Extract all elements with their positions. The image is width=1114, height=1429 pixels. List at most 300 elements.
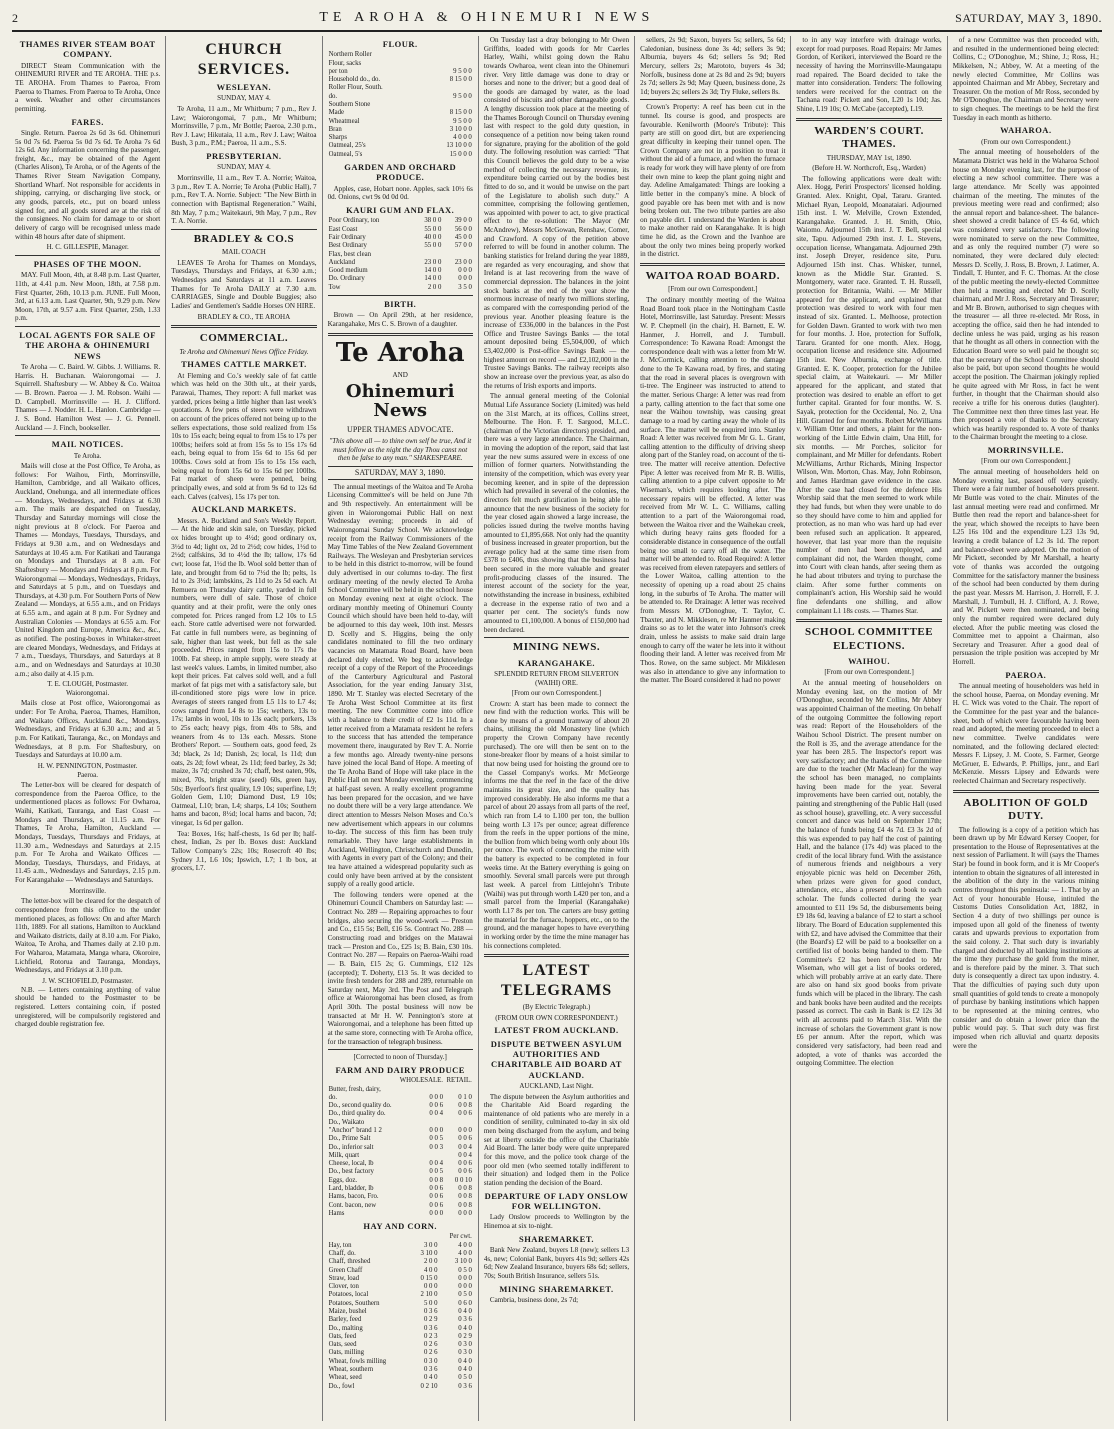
flour-row-cell: 3 10 0 0 [449, 125, 472, 133]
hay-row-cell: Potatoes, Southern [328, 1299, 380, 1307]
hay-row [328, 1374, 473, 1382]
bradley-coach-heading: BRADLEY & CO.S [193, 232, 295, 245]
paper-dateline: SATURDAY, MAY 3, 1890. [328, 466, 473, 480]
kauri-row-cell: 39 0 0 [454, 217, 472, 225]
kauri-row-cell: Poor Ordinary, ton [328, 217, 380, 225]
farm-row [328, 1094, 473, 1102]
waitoa-road-board-heading: WAITOA ROAD BOARD. [645, 270, 780, 283]
hay-row-cell: 5 0 0 [423, 1299, 438, 1307]
mining-news-heading: MINING NEWS. [512, 641, 601, 654]
kauri-row-cell: Good medium [328, 267, 368, 275]
paper-subtitle: UPPER THAMES ADVOCATE. [347, 425, 454, 435]
latest-auckland-heading: LATEST FROM AUCKLAND. [494, 1025, 619, 1036]
kauri-row [328, 284, 473, 292]
kauri-row-cell: 57 0 0 [454, 242, 472, 250]
farm-row-cell: Do., Prime Salt [328, 1135, 371, 1143]
hay-row [328, 1258, 473, 1266]
kauri-row [328, 217, 473, 225]
wesleyan-body: Te Aroha, 11 a.m., Mr Whitburn; 7 p.m., Rev J. Law; Waiorongomai, 7 p.m., Mr Whitburn; Morrinsville, 7 p.m., Mr Bottle; Paeroa, 2.30 p.m., Rev J. Law; Hikutaia, 11 a.m., Rev J. Law; Waitoa Bush, 3 p.m., P.M.; Paeroa, 11 a.m., S.S. [171, 104, 317, 148]
wesleyan-heading: WESLEYAN. [216, 82, 272, 93]
mail-notices-heading: MAIL NOTICES. [51, 439, 124, 450]
flour-row-cell: 4 0 0 0 [453, 134, 472, 142]
farm-row-cell [396, 1086, 444, 1094]
farm-row-cell: 0 0 8 [429, 1176, 443, 1184]
farm-column-header [328, 1077, 397, 1085]
hay-row-cell: Wheat, seed [328, 1374, 362, 1382]
flour-row-cell: Wheatmeal [328, 117, 360, 125]
kauri-row-cell: 23 0 0 [424, 258, 442, 266]
colonial-mutual-body: The annual general meeting of the Colonial Mutual Life Assurance Society (Limited) was held on the 31st March, at its offices, Collins street, Melbourne. The Hon. F. T. Sargood, M.L.C. (chairman of the Victorian directors) presided, and there was a very large attendance. The Chairman, in moving the adoption of the report, said that last year the new sums assured were in excess of one million of former quarters. Notwithstanding the intensity of the competition, which was every year becoming keener, and in spite of the depression which had prevailed in several of the colonies, the directors felt much gratification in being able to announce that the new business of the society for the year closed again showed a large increase, the policies issued during the twelve months having amounted to £1,895,668. Not only had the quantity of business increased in greater proportion, but the average policy had at the same time risen from £378 to £406, thus showing that the business had been secured in the more valuable and greater profit-producing classes of the insured. The interest account of the society for the year, notwithstanding the increase in business, exhibited a decrease in the expense ratio of two and a quarter per cent. The society's funds now amounted to £1,100,000. A bonus of £150,000 had been declared. [483, 392, 630, 634]
hay-row-cell: 4 0 0 [458, 1250, 472, 1258]
hay-row-cell: Straw, load [328, 1274, 360, 1282]
hay-row [328, 1341, 473, 1349]
farm-row-cell: 0 1 0 [458, 1093, 472, 1101]
kauri-row-cell: 14 0 0 [424, 275, 442, 283]
flour-row [328, 51, 473, 59]
waharoa-correspondent: (From our own Correspondent.) [981, 137, 1071, 146]
farm-row-cell: 0 0 6 [458, 1135, 472, 1143]
waitoa-road-board-body: The ordinary monthly meeting of the Waitoa Road Board took place in the Nottingham Castle Hotel, Morrinsville, last Saturday. Present: Messrs W. P. Chepmell (in the chair), H. Barnett, E. W. Hanmer, J. Horrell, and J. Turnbull. Correspondence: To Kawana Road: Amongst the correspondence dealt with was a letter from Mr W. J. McCormick, calling attention to the damage done to the Te Kawana road, by fires, and stating that the road in several places is overgrown with ti-tree. The Engineer was instructed to attend to the matter. Serious Charge: A letter was read from a party, calling attention to the fact that some one near the Waihou township, was causing great damage to a road by carting away the whole of its surface. The matter will be enquired into. Stanley Road: A letter was received from Mr G. L. Grant, calling attention to the difficulty of driving sheep along part of the Stanley road, on account of the ti-tree. The matter will receive attention. Defective Pipe: A letter was received from Mr R. B. Willis, calling attention to a pipe culvert opposite to Mr Wiseman's, which requires looking after. The necessary repairs will be effected. A letter was received from Mr W. L. C. Williams, calling attention to a part of the Waiorongomai road, between the Waitoa river and the Waihekau creek, which during heavy rains gets flooded for a considerable distance in consequence of the outfall being too small to carry off all the water. The matter will be attended to. Road Required: A letter was received from eleven ratepayers and settlers of the Lower Waitoa, calling attention to the necessity of opening up a road about 25 chains long, in the suburbs of Te Aroha. The matter will be attended to. Re Drainage: A letter was received from Messrs M. O'Donoghue, T. Taylor, C. Tbaxter, and N. Mikklesen, re Mr Hanmer making drains so as to let the water into Johnson's creek drain, unless he assists to make said drain large enough to carry off the water he lets into it without flooding their land. A letter was received from Mr Thos. Rowe, on the same subject. Mr Mikklesen was also in attendance to give any information to the matter. The Board considered it had no power [640, 295, 786, 685]
farm-row-cell: Lard, bladder, lb [328, 1184, 374, 1192]
flour-row-cell: 8 15 0 0 [449, 109, 472, 117]
flour-row-cell: 9 5 0 0 [453, 117, 472, 125]
farm-row [328, 1202, 473, 1210]
wardens-court-heading: WARDEN'S COURT. THAMES. [814, 124, 924, 151]
hay-row-cell: 0 4 0 [458, 1365, 472, 1373]
kauri-row [328, 234, 473, 242]
hay-row [328, 1316, 473, 1324]
hay-row-cell: 0 4 0 [458, 1324, 472, 1332]
flour-row-cell: do. [328, 92, 338, 100]
flour-row-cell: 9 5 0 0 [453, 92, 472, 100]
hay-row-cell: 0 5 0 [458, 1291, 472, 1299]
wardens-court-date: THURSDAY, MAY 1st, 1890. [826, 153, 912, 162]
column-4 [479, 36, 635, 1421]
hay-column-header [412, 1233, 439, 1241]
cattle-market-body: At Fleming and Co.'s weekly sale of fat cattle which was held on the 30th ult., at their yards, Parawai, Thames, They report: A full market was yarded, prices being a little higher than last week's quotations. A few pens of steers were withdrawn on account of the prices offered not being up to the sellers expectations, those sold realized from 15s 10s to 15s each; being equal to from 15s to 17s per 100lbs; heifers sold at from 15s 5s to 15s 17s 6d each, being equal to from 15s 6d to 15s 6d per 100lbs. Cows sold at from 15s to 15s 15s each, being equal to from 15s 6d to 15s 6d per 100lbs. Fat market of sheep were penned, being principally ewes, and sold at from 9s 6d to 12s 6d each. Calves (calves), 15s 17s per ton. [171, 371, 317, 501]
mail-paeroa-subheading: Paeroa. [77, 770, 99, 779]
flour-row [328, 151, 473, 159]
dray-accident-body: On Tuesday last a dray belonging to Mr Owen Griffiths, loaded with goods for Mr Caerles Harley, Waihi, whilst going down the Rahu towards Owharoa, went clean into the Ohinemuri river. Very little damage was done to dray or horses and none to the driver; but a good deal of the goods are damaged by water, as the load consisted of biscuits and other damageable goods. A lengthy discussion took place at the meeting of the Thames Borough Council on Thursday evening last with respect to the gold duty question, in consequence of a petition now being taken round for signature, praying for the abolition of the gold duty. The following resolution was carried: "That this Council believes the gold duty to be a wise method of collecting the necessary revenue, its expenditure being carried out by the bodies best fitted to do so, and it would be unwise on the part of the Legislature to abolish such duty." A committee, comprising the following gentlemen, was appointed with power to act, to give practical effect to the re-solution: The Mayor (Mr McAndrew), Messrs McGowan, Renshaw, Comer, and Crawford. A copy of the petition above referred to will be found in another column. The banking statistics for Ireland during the year 1889, are regarded as very encouraging, and show that Ireland is at last recovering from the wave of commercial depression. The balances in the joint stock banks at the end of the year show the enormous increase of nearly two millions sterling, as compared with the corresponding period of the previous year. Another pleasing feature is the increase of £336,000 in the balances in the Post Office and Trustee Savings Banks — the total amount deposited being £5,504,000, of which £3,402,000 is Post-office Savings Bank — the highest amount on record — and £2,102,000 in the Trustee Savings Banks. The railway receipts also show an increase over the previous year, as also do the returns of Irish exports and imports. [483, 36, 630, 390]
hay-row [328, 1349, 473, 1357]
flour-row-cell: per ton [328, 67, 348, 75]
farm-row [328, 1193, 473, 1201]
page-number: 2 [12, 10, 19, 25]
sharemarket-body: Bank New Zealand, buyers L8 (new); sellers L3 4s, new; Colonial Bank, buyers 41s 9d; sellers 42s 6d; New Zealand Insurance, buyers 68s 6d; sellers, 70s; South British Insurance, sellers 51s. [483, 1245, 630, 1280]
lady-onslow-heading: DEPARTURE OF LADY ONSLOW FOR WELLINGTON. [484, 1190, 629, 1211]
presbyterian-date: SUNDAY, MAY 4. [217, 163, 271, 172]
farm-row [328, 1177, 473, 1185]
flour-row-cell: 15 0 0 0 [449, 150, 472, 158]
column-1 [10, 36, 166, 1421]
paper-title-ohinemuri: Ohinemuri News [345, 381, 455, 422]
hay-row-cell: Maize, bushel [328, 1308, 367, 1315]
hay-row [328, 1291, 473, 1299]
hay-column-header [328, 1233, 412, 1241]
hay-row-cell: 0 3 0 [423, 1357, 438, 1365]
newspaper-running-title: TE AROHA & OHINEMURI NEWS [319, 10, 655, 25]
farm-row-cell [396, 1152, 444, 1160]
mail-paeroa-body: The Letter-box will be cleared for despatch of correspondence from the Paeroa Office, to the undermentioned places as follows: For Owharoa, Waihi, Katikati, Tauranga, and East Coast — Mondays and Thursdays, at 11.15 a.m. For Thames, Te Aroha, Hamilton, Auckland — Mondays, Tuesdays, Thursdays and Fridays, at 11.30 a.m., Wednesdays and Saturdays at 2.15 p.m. For Te Aroha and Waikato Offices — Monday, Tuesdays, Thursdays, and Fridays, at 11.45 a.m., Wednesdays and Saturdays, 2.15 p.m. For Karangahake — Wednesdays and Saturdays. [15, 781, 161, 885]
steam-boat-body: DIRECT Steam Communication with the OHINEMURI RIVER and TE AROHA. THE p.s. TE AROHA. From Thames to Paeroa, From Paeroa to Thames. From Paeroa to Te Aroha, Once a week. Weather and other circumstances permitting. [15, 61, 161, 113]
column-5 [635, 36, 791, 1421]
kauri-row-cell [412, 251, 442, 259]
flour-row [328, 93, 473, 101]
hay-row-cell: Barley, feed [328, 1316, 362, 1324]
flour-row-cell: Southern Stone [328, 101, 371, 109]
farm-row-cell: Do., inferior salt [328, 1143, 374, 1151]
flour-row-cell: Household do., do. [328, 76, 381, 84]
hay-row-cell: 3 0 0 [423, 1241, 438, 1249]
farm-row-cell: 0 0 8 [458, 1102, 472, 1110]
farm-row-cell: 0 0 4 [429, 1110, 443, 1118]
hay-row-cell: 0 5 0 [458, 1374, 472, 1382]
presbyterian-body: Morrinsville, 11 a.m., Rev T. A. Norrie; Waitoa, 3 p.m., Rev T. A. Norrie; Te Aroha (Public Hall), 7 p.m., Rev T. A. Norrie. Subject: "The New Birth in connection with Baptismal Regeneration." Waihi, 8th May, 7 p.m.; Waitekauri, 9th May, 7 p.m., Rev T. A. Norrie. [171, 174, 317, 226]
flour-row [328, 60, 473, 68]
hay-row [328, 1250, 473, 1258]
local-agents-body: Te Aroha — C. Baird. W. Gibbs. J. Williams. R. Harris. H. Buchanan. Waiorongomai — J. Squirrell. Shaftesbury — W. Abbey & Co. Waitoa — B. Brown. Paeroa — J. M. Robson. Waihi — D. Campbell. Morrinsville — H. J. Clifford. Thames — J. Nodder. H. L. Hanlon. Cambridge — J. S. Bond. Hamilton West — J. G. Pennell. Auckland — J. Finch, bookseller. [15, 363, 161, 432]
farm-row-cell: 0 0 4 [429, 1160, 443, 1168]
kauri-row-cell: 38 0 0 [424, 217, 442, 225]
farm-row-cell: Hams, bacon, Fro. [328, 1193, 379, 1201]
kauri-row-cell: 14 0 0 [424, 267, 442, 275]
telegrams-correspondent: (FROM OUR OWN CORRESPONDENT.) [495, 1013, 618, 1022]
hay-row [328, 1300, 473, 1308]
steam-boat-heading: THAMES RIVER STEAM BOAT COMPANY. [19, 39, 156, 60]
flour-row [328, 134, 473, 142]
flour-row-cell: 8 15 0 0 [449, 76, 472, 84]
mail-waiorongomai-subheading: Waiorongomai. [66, 688, 110, 697]
flour-row-cell [425, 51, 473, 59]
hay-row-cell: 3 10 0 [420, 1250, 438, 1258]
flour-row-cell: Flour, sacks [328, 59, 362, 67]
hay-row-cell: 0 4 0 [423, 1374, 438, 1382]
flour-row-cell: 13 10 0 0 [446, 142, 472, 150]
farm-row-cell: 0 0 4 [458, 1143, 472, 1151]
hay-row [328, 1383, 473, 1391]
kauri-row-cell: 40 0 0 [424, 233, 442, 241]
wardens-court-subheading: (Before H. W. Northcroft, Esq., Warden) [812, 164, 926, 173]
farm-column-header: RETAIL. [446, 1077, 472, 1085]
kauri-row [328, 251, 473, 259]
mail-morrinsville-subheading: Morrinsville. [69, 886, 107, 895]
flour-row [328, 68, 473, 76]
farm-row-cell: 0 0 6 [429, 1102, 443, 1110]
farm-column-header: WHOLESALE. [399, 1077, 443, 1085]
farm-row-cell: 0 0 8 [458, 1184, 472, 1192]
commercial-heading: COMMERCIAL. [199, 332, 289, 345]
farm-row-cell: 0 0 5 [429, 1135, 443, 1143]
hay-row-cell: 0 3 6 [458, 1382, 472, 1390]
hay-corn-heading: HAY AND CORN. [363, 1221, 438, 1232]
kauri-gum-heading: KAURI GUM AND FLAX. [346, 205, 455, 216]
hay-row [328, 1283, 473, 1291]
lead-article-body: The annual meetings of the Waitoa and Te Aroha Licensing Committee's will be held on June 7th and 9th respectively. An entertainment will be given in Waiorongomai Public Hall on next Wednesday evening; proceeds in aid of Waiorongomai Sunday School. We acknowledge receipt from the Railway Commissioners of the May Time Tables of the New Zealand Government Railways. The Wesleyan and Presbyterian services to be held in this district to-morrow, will be found duly advertised in our columns to-day. The first ordinary meeting of the newly elected Te Aroha School Committee will be held in the school house on Monday evening next at eight o'clock. The ordinary monthly meeting of Ohinemuri County Council which should have been held to-day, will be adjourned to this day week, 10th inst. Messrs D. Scelly and S. Higgins, being the only candidates nominated to fill the two ordinary vacancies on Matamata Road Board, have been declared duly elected. We beg to acknowledge receipt of a copy of the Report of the Proceedings of the Canterbury Agricultural and Pastoral Association, for the year ending January 31st, 1890. Mr T. Stanley was elected Secretary of the Te Aroha West School Committee at its first meeting. The new Committee come into office with a balance to their credit of £2 1s 11d. In a letter received from a Matamata resident he refers to the success that has attended the temperance movement there, inaugurated by Rev T. A. Norrie a few months ago. Already twenty-nine persons have joined the local Band of Hope. A meeting of the Te Aroha Band of Hope will take place in the Public Hall on next Monday evening, commencing at half-past seven. A really excellent programme has been prepared for the occasion, and we have no doubt there will be a very large attendance. We direct attention to Messrs Nelson Moses and Co.'s new advertisement which appears in our columns to-day. The success of this firm has been truly remarkable. They have large establishments in Auckland, Wellington, Christchurch and Dunedin, with Agents in every part of the Colony; and their tea have attained a widespread popularity such as could only have been arrived at by the consistent supply of a really good article. [327, 482, 473, 889]
hay-row-cell: Chaff, do. [328, 1250, 356, 1258]
flour-row-cell: Oatmeal, 25's [328, 142, 366, 150]
waitoa-road-board-continued: to in any way interfere with drainage works, except for road purposes. Road Repairs: Mr James Gordon, of Kerikeri, interviewed the Board re the necessity of having the Morrinsville-Maungatapu road repaired. The Board decided to take the matter into consideration. Tenders: The following tenders were received for the contract on the Tachana road: Pickett and Son, L20 1s 10d; Jas. Shine, L19 10s; O. McCabe (accepted), L19. [796, 36, 942, 114]
farm-row-cell: 0 0 6 [458, 1168, 472, 1176]
hay-row-cell: Oats, feed [328, 1332, 357, 1340]
mail-morrinsville-note: N.B. — Letters containing anything of value should be handed to the Postmaster to be registered. Letters containing coin, if posted unregistered, will be compulsorily registered and charged double registration fee. [15, 985, 161, 1029]
bradley-coach-body: LEAVES Te Aroha for Thames on Mondays, Tuesdays, Thursdays and Fridays, at 6.30 a.m.; Wednesdays and Saturdays at 11 a.m. Leaves Thames for Te Aroha DAILY at 7.30 a.m. CARRIAGES, Single and Double Buggies; also Ladies' and Gentlemen's Saddle Horses ON HIRE. [171, 258, 317, 310]
mail-waiorongomai-signoff: H. W. PENNINGTON, Postmaster. [37, 761, 138, 770]
kauri-row-cell: 3 5 0 [458, 283, 472, 291]
kauri-row [328, 275, 473, 283]
farm-row-cell: Hams [328, 1209, 345, 1217]
wesleyan-date: SUNDAY, MAY 4. [217, 94, 271, 103]
hay-column-header: Per cwt. [449, 1233, 472, 1241]
hay-row-cell: 0 2 6 [423, 1349, 438, 1357]
column-3 [323, 36, 479, 1421]
kauri-row-cell: Auckland [328, 258, 355, 266]
paeroa-heading: PAEROA. [1005, 669, 1047, 680]
flour-row [328, 126, 473, 134]
kauri-row [328, 267, 473, 275]
flour-row [328, 84, 473, 92]
farm-row-cell: Butter, fresh, dairy, [328, 1085, 381, 1093]
farm-row [328, 1185, 473, 1193]
flour-row [328, 142, 473, 150]
paper-motto: "This above all — to thine own self be true, And it must follow as the night the day Thou canst not then be false to any man." SHAKESPEARE. [329, 437, 472, 463]
waihou-body: At the annual meeting of householders on Monday evening last, on the motion of Mr O'Donoghue, seconded by Mr Collins, Mr Abbey was appointed Chairman of the meeting. On behalf of the outgoing Committee the following report was read: Report of the Householders of the Waihou School District. The present number on the Roll is 35, and the average attendance for the year has been 28.5. The Inspector's report was very satisfactory; and the thanks of the Committee are due to the teacher (Mr Maclean) for the way the school has been managed, no complaints having been made for the year. Several improvements have been carried out, notably, the painting and strengthening of the Public Hall (used as school house), gravelling, etc. A very successful concert and dance was held on September 17th; the balance of funds being £4 4s 7d. £3 3s 2d of this was expended to pay half the cost of painting Hall, and the balance (17s 4d) was placed to the credit of the local library fund. With the assistance of numerous friends and neighbours a very enjoyable picnic was held on December 26th, when prizes were given for good conduct, attendance, etc., also a present of a book to each scholar. The funds collected during the year amounted to £11 19s 5d, the disbursements being £9 18s 6d, leaving a balance of £2 to start a school library. The Board of Education supplemented this with £2, and have advised the Committee that their (the Board's) £2 will be paid to a bookseller on a certified list of books being handed to them. The Committee's £2 has been forwarded to Mr Wiseman, who will get a list of books ordered, which will probably arrive at an early date. There are also on hand six good books from private funds which will be placed in the library. The cash and bank books have been audited and the receipts passed as correct. The cash in Bank is £2 12s 3d with all accounts paid to March 31st. With the increase of scholars the Government grant is now £6 per annum. After the report, which was considered very satisfactory, had been read and adopted, a vote of thanks was accorded the outgoing Committee. The election [796, 679, 942, 1068]
birth-body: Brown — On April 29th, at her residence, Karangahake, Mrs C. S. Brown of a daughter. [327, 311, 473, 328]
morrinsville-correspondent: [From our own Correspondent.] [981, 457, 1071, 466]
farm-row-cell: 0 0 10 [454, 1176, 472, 1184]
asylum-dispute-heading: DISPUTE BETWEEN ASYLUM AUTHORITIES AND CHARITABLE AID BOARD AT AUCKLAND. [490, 1038, 623, 1080]
flour-row-cell: Sharps [328, 134, 348, 142]
steam-boat-signoff: H. C. GILLESPIE, Manager. [46, 243, 129, 252]
flour-row-cell: Roller Flour, South. [328, 84, 383, 92]
hay-row-cell: Do., fowl [328, 1382, 355, 1390]
kauri-row-cell: Do. Ordinary [328, 275, 365, 283]
hay-row-cell: 0 2 6 [423, 1341, 438, 1349]
farm-row-cell: 0 0 6 [429, 1184, 443, 1192]
hay-row-cell: Oats, milling [328, 1349, 365, 1357]
local-agents-heading: LOCAL AGENTS FOR SALE OF THE AROHA & OHINEMURI NEWS [19, 330, 156, 361]
asylum-dispute-body: The dispute between the Asylum authorities and the Charitable Aid Board regarding the maintenance of old patients who are merely in a condition of senility, culminated to-day in six old men being discharged from the asylum, and being set at liberty outside the office of the Charitable Aid Board. The latter body were quite unprepared for this move, and the police took charge of the poor old men (who seemed totally indifferent to their situation) and lodged them in the Police station pending the decision of the Board. [483, 1092, 630, 1187]
moon-phases-heading: PHASES OF THE MOON. [33, 258, 142, 269]
hay-row-cell: 0 4 0 [458, 1308, 472, 1315]
hay-row [328, 1242, 473, 1250]
flour-table [328, 51, 473, 159]
hay-row-cell: Clover, ton [328, 1283, 359, 1291]
farm-row-cell: 0 0 0 [458, 1127, 472, 1135]
farm-row [328, 1210, 473, 1218]
farm-row-cell: Do., best factory [328, 1168, 374, 1176]
farm-row-cell: 0 0 0 [458, 1209, 472, 1217]
hay-row-cell: Wheat, fowls milling [328, 1357, 387, 1365]
kauri-gum-table [328, 217, 473, 292]
moon-phases-body: MAY. Full Moon, 4th, at 8.48 p.m. Last Quarter, 11th, at 4.41 p.m. New Moon, 18th, at 7.58 p.m. First Quarter, 26th, 10.13 p.m. JUNE. Full Moon, 3rd, at 6.13 a.m. Last Quarter, 9th, 9.29 p.m. New Moon, 17th, at 9.57 a.m. First Quarter, 25th, 1.33 p.m. [15, 271, 161, 323]
mail-te-aroha-subheading: Te Aroha. [73, 451, 102, 460]
hay-row-cell: 0 3 6 [423, 1324, 438, 1332]
farm-row-cell [444, 1086, 473, 1094]
farm-row-cell: 0 0 6 [458, 1160, 472, 1168]
hay-row [328, 1333, 473, 1341]
farm-row-cell: 0 0 5 [429, 1168, 443, 1176]
farm-row [328, 1127, 473, 1135]
farm-row-cell: Milk, quart [328, 1151, 360, 1159]
wardens-court-body: The following applications were dealt with: Alex. Hogg, Periri Prospectors' licensed holding. Granted. Alex. Knight, Opal, Tararu. Granted. Michael Ryan, Leopold, Moanataiari. Adjourned 15th inst. I. W. Melville, Crown Extended, Karangahake. Granted. J. H. Smith, Ohio, Waiomo. Adjourned 15th inst. J. T. Bell, special site, Tapu. Adjourned 29th inst. J. L. Stevens, occupation license, Whangamata. Adjourned 29th inst. Joseph Dreyer, residence site, Puru. Adjourned 15th inst. Chas. Whisker, tunnel, known as the Middle Star. Granted. S. Montgomery, water race. Granted. T. H. Russell, protection for Britannia, Waihi. — Mr Miller appeared for the applicant, and explained that protection was desired to work with four men instead of six. Granted. L. Melhoose, protection for Golden Dawn. Granted to work with two men for four months. J. Hoe, protection for Suffolk, Tararu. Granted for one month. Alex. Hogg, occupation license and residence site. Adjourned 15th inst. New Alburnia, exchange of title. Granted. E. K. Cooper, protection for the Jubilee special claim, at Waitekauri. — Mr Miller appeared for the applicant, and stated that protection was desired to enable an effort to get further capital. Granted for four months. W. S. Sayak, protection for the Occidental, No. 2, Una Hill. Granted for four months. Robert McWilliams v. William Otter and others, a plaint for the non-working of the Little Edwin claim, Una Hill, for six months. — Mr Porches, solicitor for complainant, and Mr Miller for defendants. Robert McWilliams, Arthur Richards, Mining Inspector Wilson, Wm. Morton, Chas. May, John Robinson, and James Hardman gave evidence in the case. After the case had closed for the defence His Worship said that the men seemed to work while they had funds, but when they were unable to do so they should have come to him and applied for protection, as no man who was hard up had ever been refused such an application. It appeared, however, that last year more than the requisite number of men had been employed, and complainant did not, the Warden thought, come into Court with clean hands, after seeing them as he had about tributers and trying to purchase the claim. After some further comments on complainant's action, His Worship said he would fine defendants one shilling, and allow complainant L1 18s costs. — Thames Star. [796, 174, 942, 615]
waharoa-body: The annual meeting of householders of the Matamata District was held in the Waharoa School house on Monday evening last, for the purpose of electing a new school committee. There was a large attendance. Mr Scelly was appointed chairman of the meeting. The minutes of the previous meeting were read and confirmed; also the annual report and balance-sheet. The balance-sheet showed a credit balance of £5 4s 6d, which was considered very satisfactory. The following were nominated to serve on the new Committee, and as only the required number (7) were so nominated, they were declared duly elected: Messrs D. Scelly, J. Ross, B. Brown, J. Latimer, A. Tindall, T. Hunter, and F. C. Thomas. At the close of the public meeting the newly-elected Committee then held a meeting and elected Mr D. Scelly chairman, and Mr J. Ross, Secretary and Treasurer; and Mr B. Brown, authorised to sign cheques with the treasurer — all three re-elected. Mr Ross, in accepting the office, said then he had intended to decline unless he was paid, urging as his reason that he thought as all others in connection with the Education Board were so well paid he thought so; that the secretary of the School Committee should also be paid, but upon second thoughts he would accept the position. The Chairman jokingly replied he quite agreed with Mr Ross, in fact he went further, in thought that the Chairman should also receive a trifle for his onerous duties (laughter). The Committee next then three times last year. He then proposed a vote of thanks to the Secretary which was heartily responded to. A vote of thanks to the Chairman brought the meeting to a close. [952, 148, 1099, 442]
kauri-row-cell: Flax, best clean [328, 250, 372, 258]
mail-morrinsville-signoff: J. W. SCHOFIELD, Postmaster. [42, 977, 134, 986]
farm-row-cell: "Anchor" brand 1 2 [328, 1127, 382, 1135]
corrected-note: [Corrected to noon of Thursday.] [353, 1053, 447, 1062]
flour-row-cell [425, 101, 473, 109]
birth-heading: BIRTH. [384, 298, 417, 309]
farm-row-cell: Cheese, local, lb [328, 1160, 374, 1168]
kauri-row-cell: 0 0 0 [458, 275, 472, 283]
hay-row-cell: Hay, ton [328, 1241, 352, 1249]
flour-row-cell: Made [328, 109, 345, 117]
farm-row-cell: 0 0 0 [429, 1093, 443, 1101]
hay-row [328, 1267, 473, 1275]
karangahake-correspondent: [From our own Correspondent.] [511, 689, 602, 698]
column-6 [791, 36, 947, 1421]
hay-row-cell: 0 4 0 [458, 1357, 472, 1365]
farm-row-cell: 0 0 6 [458, 1110, 472, 1118]
farm-row-cell: 0 0 4 [458, 1151, 472, 1159]
hay-row-cell: Oats, seed [328, 1341, 357, 1349]
morrinsville-heading: MORRINSVILLE. [987, 445, 1064, 456]
flour-row-cell: Northern Roller [328, 51, 372, 59]
tenders-body: The following tenders were opened at the Ohinemuri Council Chambers on Saturday last: — Contract No. 289 — Repairing approaches to four bridges, also securing the wood-work — Preston and Co., £15 5s; Bell, £16 5s. Contract No. 288 — Constructing road and bridges on the Matawai track — Preston and Co., £25 1s; B. Bain, £30 10s. Contract No. 287 — Repairs on Paeroa-Waihi road — B. Bain, £15 2s; G. Cummings, £12 12s (accepted); T. Doherty, £13 5s. It was decided to invite fresh tenders for 288 and 289, returnable on Saturday next, May 3rd. The Post and Telegraph office at Waiorongomai has been closed, as from April 30th. The postal business will now be transacted at Mr H. W. Pennington's store at Waiorongomai, and a telephone has been fitted up at the same store, connecting with Te Aroha office, for the transaction of telegraph business. [327, 890, 473, 1046]
kauri-row-cell: Tow [328, 283, 341, 291]
farm-row-cell: 0 0 8 [458, 1201, 472, 1209]
fares-body: Single. Return. Paeroa 2s 6d 3s 6d. Ohinemuri 5s 0d 7s 6d. Paeroa 5s 0d 7s 6d. Te Aroha 7s 6d 12s 6d. Any information concerning the passenger, freight, &c., may be obtained of the Agent (Charles Alison), Te Aroha, or of the Agents of the Thames River Steam Navigation Company, Shortland Wharf. Not responsible for accidents in shipping, carrying, or discharging live stock, or any goods, parcels, etc., put on board unless signed for, and all goods stored are at the risk of the consignees. No claim for damage to or short delivery of cargo will be recognised unless made within 48 hours after date of shipment. [15, 128, 161, 241]
commercial-subheading: Te Aroha and Ohinemuri News Office Friday. [179, 347, 309, 356]
hay-row-cell: 0 0 0 [423, 1283, 438, 1291]
hay-row-cell: Chaff, threshed [328, 1258, 371, 1266]
hay-row-cell: 0 3 0 [458, 1349, 472, 1357]
mining-sharemarket-body: Cambria, business done, 2s 7d; [489, 1295, 579, 1304]
auckland-markets-body: Messrs. A. Buckland and Son's Weekly Report. — At the hide and skin sale, on Tuesday, picked ox hides brought up to 4½d; good ordinary ox, 3½d to 4d; light ox, 2d to 2½d; cow hides, 1½d to 2½d; calfskins, 3d to 4½d the lb; tallow, 17s 6d cwt; loose fat, 1½d the lb. Wool sold better than of late, and brought from 6d to 7½d the lb; pelts, 1s 1d to 2s 3½d; lambskins, 2s 11d to 2s 5d each. At Remuera on Thursday dairy cattle, yarded in full numbers, were dull of sale. Those of choice quantity and at their profit, were the only ones competed for. Prices ranged from L2 10s to L5 each. Store cattle advertised were not forwarded. Fat cattle in full numbers were, as beginning of sale, higher than last week, but fell as the sale proceeded. Prices ranged from 15s to 17s the 100lb. Fat sheep, in ample supply, were steady at last week's values. Lambs, in limited number, also kept their prices. Fat calves sold well, and a full market of fat pigs met with a satisfactory sale, but ill-conditioned store pigs were low in price. Averages of steers ranged from L5 11s to L7 4s; cows ranged from L4 8s to 15s; wethers, 13s to 17s; lambs in wool, 10s to 13s each; porkers, 13s to 25s each; heavy pigs, from 40s to 58s, and weaners from 4s to 13s each. Messrs. Stone Brothers' Report. — Southern oats, good feed, 2s 3d; black, 2s 1d; Danish, 2s; local, 1s 11d; dun oats, 2s 2d; fowl wheat, 2s 11d; feed barley, 2s 3d; maize, 3s 7d; crushed 3s 7d; chaff, best oaten, 90s, mixed, 70s, bright straw (seed) 60s, green hay, 50s; Byerfoot's first quality, L9 10s; superfine, L9; Golden Gem, L10; Diamond Dust, L9 10s; Oatmeal, L10; bran, L4; sharps, L4 10s; Southern hams and bacon, 8½d; local hams and bacon, 7d; vinegar, 1s 6d per gallon. [171, 516, 317, 828]
hay-row-cell: 0 6 0 [458, 1299, 472, 1307]
kauri-row-cell: 2 0 0 [427, 283, 442, 291]
masthead [12, 6, 1102, 32]
hay-row-cell: Do., malting [328, 1324, 363, 1332]
kauri-row-cell: Best Ordinary [328, 242, 367, 250]
kauri-row-cell: 56 0 0 [454, 225, 472, 233]
kauri-row [328, 226, 473, 234]
morrinsville-body: The annual meeting of householders held on Monday evening last, passed off very quietly. There were a fair number of householders present. Mr Buttle was voted to the chair. Minutes of the last annual meeting were read and confirmed. Mr Buttle then read the report and balance-sheet for the year, which showed the receipts to have been L25 16s 10d and the expenditure L23 13s 9d, leaving a credit balance of L2 3s 1d. The report and balance-sheet were adopted. On the motion of Mr Pickett, seconded by Mr Marshall, a hearty vote of thanks was accorded the outgoing Committee for the satisfactory manner the business of the school had been conducted by them during the past year. Messrs M. Harrison, J. Horrell, F. J. Marshall, J. Turnbull, H. J. Clifford, A. J. Rowe, and W. Pickett were then nominated, and being only the number required were declared duly elected. After the public meeting was closed the Committee met to appoint a Chairman, also Secretary and Treasurer. After a good deal of persuasion the triple position was accepted by Mr Horrell. [952, 467, 1099, 667]
hay-row [328, 1358, 473, 1366]
farm-row-cell: 0 0 6 [429, 1201, 443, 1209]
sharemarket-heading: SHAREMARKET. [518, 1233, 594, 1244]
column-7 [948, 36, 1104, 1421]
farm-row [328, 1086, 473, 1094]
flour-row-cell: 9 5 0 0 [453, 67, 472, 75]
auckland-markets-more: Tea: Boxes, 16s; half-chests, 1s 6d per lb; half-chest, Indian, 2s per lb. Boxes dust: Auckland Tallow Company's 22s; 10s; Rosecroft 40 lbs; Sydney J.1, L6 10s; Ipswich, L7; 1 lb box, at grocers, L7. [171, 829, 317, 873]
hay-row-cell: 0 0 0 [458, 1274, 472, 1282]
hay-corn-table [328, 1233, 473, 1390]
farm-row [328, 1160, 473, 1168]
karangahake-heading: KARANGAHAKE. [517, 657, 596, 668]
karangahake-continued: Crown's Property: A reef has been cut in the tunnel. Its course is good, and prospects are favourable. Kenilworth (Moore's Tribute): This party are still on good dirt, but are experiencing great difficulty in keeping their tunnel open. The Crown Company are not in a position to treat it without the aid of a furnace, and when the furnace is ready for work they will have plenty of ore from their own mine to keep the plant going night and day. Adeline Amalgamated: Things are looking a little better in the company's mine. A block of good payable ore has been met with and is now being broken out. The two tribute parties are also on payable dirt. I understand the Warden is about to make another raid on Karangahake. It is high time he did, as the Crown and the Ivanhoe are about the only two mines being properly worked in the district. [640, 103, 786, 259]
farm-row [328, 1102, 473, 1110]
hay-row-cell: 0 2 9 [423, 1316, 438, 1324]
cattle-market-heading: THAMES CATTLE MARKET. [181, 359, 307, 370]
kauri-row-cell [442, 251, 472, 259]
hay-row-cell: 3 10 0 [454, 1258, 472, 1266]
farm-row-cell: 0 0 0 [429, 1127, 443, 1135]
fares-heading: FARES. [71, 116, 104, 127]
abolition-gold-duty-heading: ABOLITION OF GOLD DUTY. [963, 796, 1089, 823]
farm-row-cell: Do., second quality do. [328, 1102, 392, 1110]
hay-row [328, 1308, 473, 1316]
garden-produce-body: Apples, case, Hobart none. Apples, sack 10½ 6s 0d. Onions, cwt 9s 0d 0d 0d. [327, 184, 473, 202]
flour-row-cell [425, 60, 473, 68]
waihou-correspondent: [From our own Correspondent.] [824, 668, 914, 677]
kauri-row-cell: 23 0 0 [454, 258, 472, 266]
farm-row-cell: do. [328, 1093, 338, 1101]
mail-waiorongomai-body: Mails close at Post office, Waiorongomai as under: For Te Aroha, Paeroa, Thames, Hamilton, and Waikato Offices, Auckland &c., Mondays, Wednesdays, and Fridays at 6.30 a.m.; and at 5 p.m. For Katikati, Tauranga, &c., on Mondays and Wednesdays, at 8 p.m. For Shaftesbury, on Tuesdays and Saturdays at 10.00 a.m. [15, 699, 161, 760]
flour-row [328, 109, 473, 117]
lady-onslow-body: Lady Onslow proceeds to Wellington by the Hinemoa at six to-night. [483, 1213, 630, 1230]
paper-title-te-aroha: Te Aroha [335, 337, 465, 368]
newspaper-page [10, 36, 1104, 1421]
farm-row-cell: Eggs, doz. [328, 1176, 358, 1184]
farm-row-cell: Do., third quality do. [328, 1110, 386, 1118]
flour-row [328, 118, 473, 126]
flour-heading: FLOUR. [382, 39, 418, 49]
hay-row-cell: 0 3 6 [423, 1365, 438, 1373]
hay-row-cell: 0 5 0 [458, 1266, 472, 1274]
farm-row-cell [396, 1119, 444, 1127]
kauri-row-cell: 45 0 0 [454, 233, 472, 241]
farm-row-cell: 0 0 0 [429, 1209, 443, 1217]
karangahake-subheading: SPLENDID RETURN FROM SILVERTON (WAIHI) ORE. [494, 669, 619, 687]
farm-row-cell [444, 1119, 473, 1127]
farm-dairy-table [328, 1077, 473, 1218]
bradley-coach-signoff: BRADLEY & CO., TE AROHA [197, 312, 291, 321]
asylum-dispute-dateline: AUCKLAND, Last Night. [519, 1082, 594, 1091]
farm-row [328, 1119, 473, 1127]
kauri-row [328, 259, 473, 267]
farm-row [328, 1110, 473, 1118]
hay-row-cell: 0 3 6 [423, 1308, 438, 1315]
paeroa-body: The annual meeting of householders was held in the school house, Paeroa, on Monday evening. Mr H. C. Wick was voted to the Chair. The report of the Committee for the past year and the balance-sheet, both of which were favourable having been read and adopted, the meeting proceeded to elect a new committee. Twelve candidates were nominated, and the following declared elected: Messrs F. Lipsey, J. M. Coote, S. Farmer, George McGruer, E. Edwards, P. Phillips, junr., and Earl McKenzie. Messrs Lipsey and Edwards were reelected Chairman and Secretary respectively. [952, 682, 1099, 786]
flour-row-cell: Bran [328, 125, 342, 133]
waharoa-heading: WAHAROA. [1000, 125, 1052, 136]
kauri-row-cell: East Coast [328, 225, 358, 233]
kauri-row-cell: 55 0 0 [424, 242, 442, 250]
hay-row-cell: 0 0 0 [458, 1283, 472, 1291]
hay-row [328, 1366, 473, 1374]
kauri-row-cell: 55 0 0 [424, 225, 442, 233]
farm-row-cell: 0 0 8 [458, 1193, 472, 1201]
hay-row-cell: 0 2 9 [458, 1332, 472, 1340]
hay-row-cell: 4 0 0 [458, 1241, 472, 1249]
kauri-row-cell: Fair Ordinary [328, 233, 366, 241]
hay-row-cell: Green Chaff [328, 1266, 363, 1274]
hay-row [328, 1325, 473, 1333]
mail-te-aroha-body: Mails will close at the Post Office, Te Aroha, as follows: For Waihou, Firth, Morrinsville, Hamilton, Cambridge, and all Waikato offices, Auckland, Onehunga, and all intermediate offices — Mondays, Wednesdays, and Fridays at 6.30 a.m. The mails are despatched on Tuesday, Thursday and Saturday mornings will close the night previous at 8 o'clock. For Paeroa and Thames — Mondays, Tuesdays, Thursdays, and Fridays at 9.30 a.m., and on Wednesdays and Saturdays at 10.45 a.m. For Katikati and Tauranga on Mondays and Thursdays at 8 a.m. For Shaftesbury — Mondays and Fridays at 8 p.m. For Waiorongomai — Mondays, Wednesdays, Fridays, and Saturdays at 5 p.m., and on Tuesdays and Thursdays, at 4.30 p.m. For Southern Ports of New Zealand — Mondays, at 6.55 a.m., and on Fridays at 6.55 a.m., and again at 8 p.m. For Sydney and Australian Colonies — Mondays at 6.55 a.m. For United Kingdom and Europe, America &c., &c., as notified. The posting-boxes in Whitaker-street are cleared Mondays, Wednesdays, and Fridays at 7 a.m., Tuesdays, Thursdays, and Saturdays at 8 a.m., and on Wednesdays and Saturdays at 10.30 a.m.; also daily at 4.15 p.m. [15, 462, 161, 678]
presbyterian-heading: PRESBYTERIAN. [206, 151, 282, 162]
waihou-heading: WAIHOU. [848, 656, 891, 667]
hay-row-cell: 0 3 0 [458, 1341, 472, 1349]
farm-row-cell: Do., Waikato [328, 1118, 365, 1126]
abolition-gold-duty-body: The following is a copy of a petition which has been drawn up by Mr Edward Kersey Cooper, for presentation to the House of Representatives at the next session of Parliament. It will (says the Thames Star) be found in book form, and it is Mr Cooper's intention to obtain the signatures of all interested in the abolition of the duty in the various mining centres throughout this peninsula: — 1. That by an Act of your honourable House, intituled the Customs Duties Consolidation Act, 1882, in Section 4 a duty of two shillings per ounce is imposed upon all gold of the fineness of twenty carats and upwards previous to exportation from the said colony. 2. That such duty is invariably charged and deducted by all banking institutions at the time they purchase the gold from the miner, and is therefore paid by the miner. 3. That such duty is consequently a direct tax upon industry. 4. That the difficulties of paying such duty upon small quantities of gold tends to create a monopoly of purchase by banking institutions which happen to be represented at the mining centres, who consider and do obtain a lower price than the public would pay. 5. That such duty was first imposed when rich alluvial and quartz deposits were the [952, 825, 1099, 1050]
column-2 [166, 36, 322, 1421]
auckland-markets-heading: AUCKLAND MARKETS. [191, 504, 297, 515]
hay-row-cell: 2 0 0 [423, 1258, 438, 1266]
farm-row [328, 1168, 473, 1176]
hay-row-cell: 0 2 10 [420, 1382, 438, 1390]
mail-te-aroha-signoff: T. E. CLOUGH, Postmaster. [47, 680, 129, 689]
